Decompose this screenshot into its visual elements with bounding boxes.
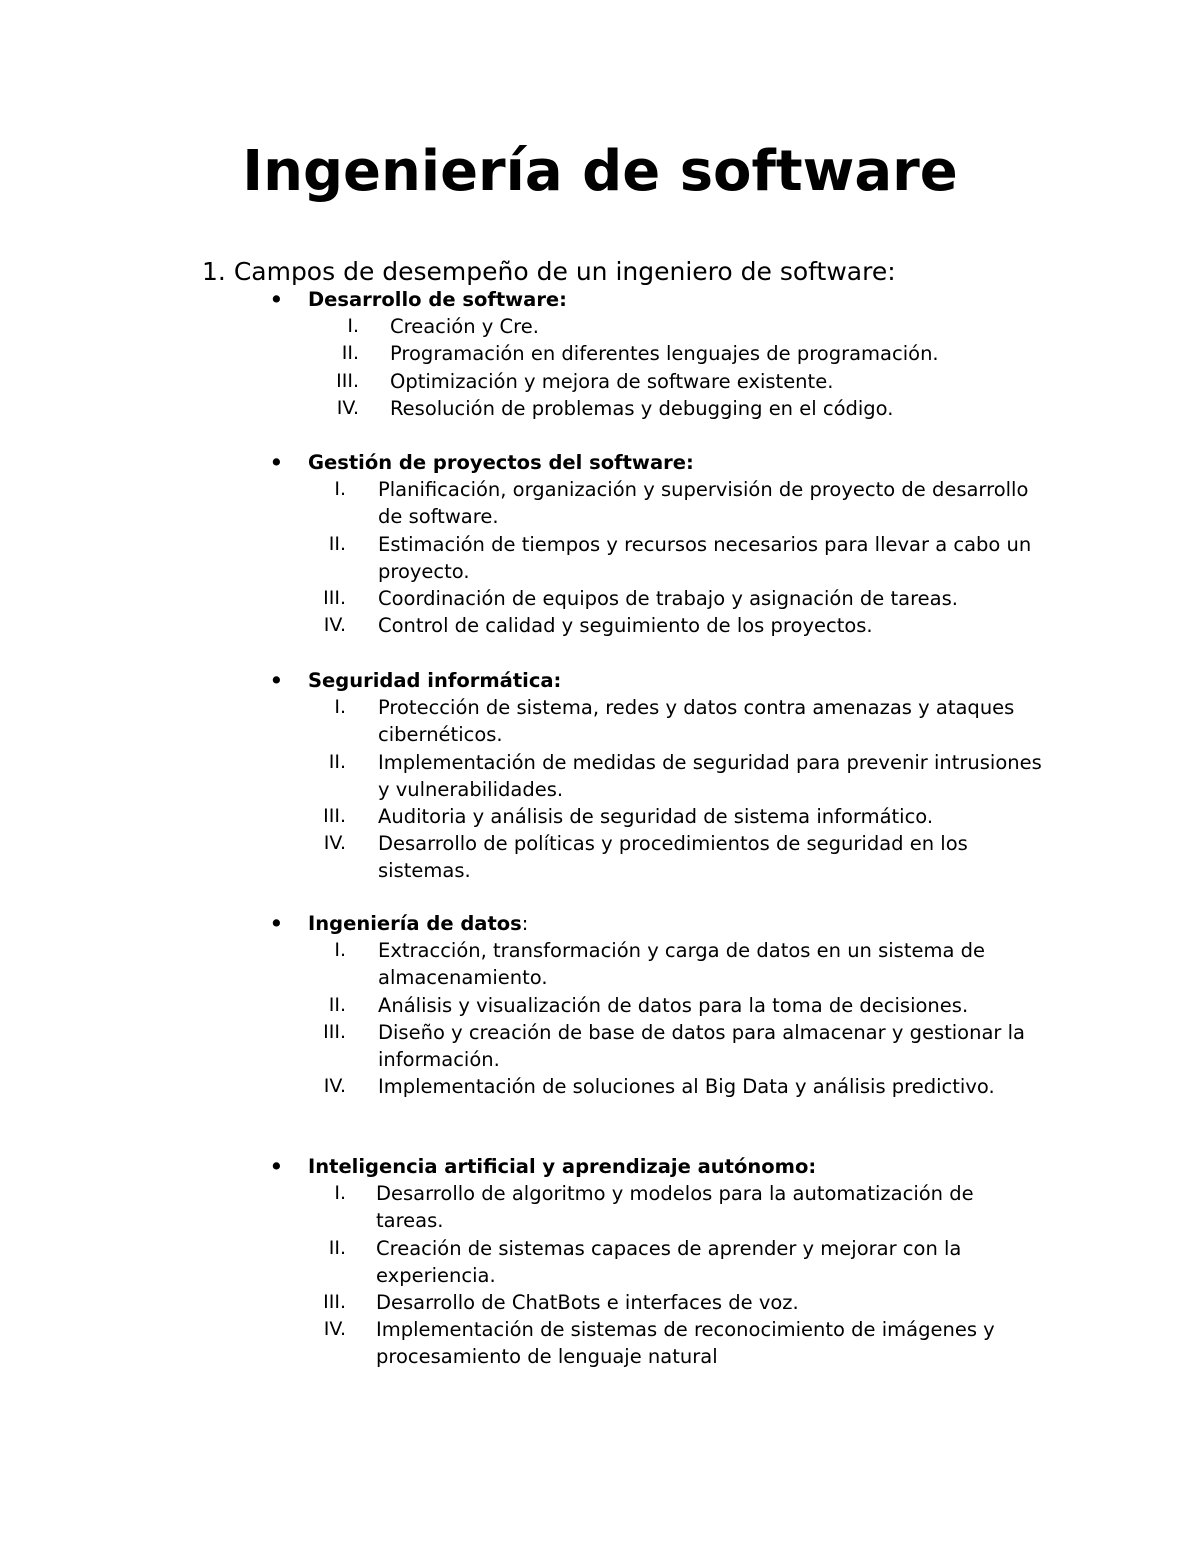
item-number: I. <box>334 1182 346 1205</box>
item-number: III. <box>323 1291 346 1313</box>
item-number: II. <box>328 1236 346 1259</box>
item-text: Desarrollo de políticas y procedimientos de seguridad en los sistemas. <box>378 832 968 883</box>
item-number: IV. <box>323 1318 346 1341</box>
section-title-text: Seguridad informática: <box>308 669 562 692</box>
item-number: II. <box>341 342 359 365</box>
section-title-text: Ingeniería de datos <box>308 912 522 935</box>
item-text: Extracción, transformación y carga de datos en un sistema de almacenamiento. <box>378 939 986 990</box>
item-text: Auditoria y análisis de seguridad de sistema informático. <box>378 805 934 828</box>
item-number: III. <box>323 587 346 609</box>
item-text: Coordinación de equipos de trabajo y asignación de tareas. <box>378 587 958 610</box>
item-number: I. <box>334 696 346 719</box>
section-heading <box>202 254 896 290</box>
item-number: IV. <box>323 614 346 637</box>
item-text: Optimización y mejora de software existente. <box>390 369 834 393</box>
item-number: III. <box>336 369 359 392</box>
section-title-suffix: : <box>521 912 529 935</box>
item-text: Implementación de sistemas de reconocimiento de imágenes y procesamiento de lenguaje natural <box>376 1318 995 1369</box>
item-text: Planificación, organización y supervisión de proyecto de desarrollo de software. <box>378 478 1029 529</box>
item-text: Creación de sistemas capaces de aprender y mejorar con la experiencia. <box>376 1236 962 1287</box>
item-number: III. <box>323 805 346 827</box>
item-text: Implementación de medidas de seguridad para prevenir intrusiones y vulnerabilidades. <box>378 750 1042 801</box>
item-number: I. <box>334 478 346 501</box>
item-number: I. <box>334 939 346 962</box>
item-text: Protección de sistema, redes y datos contra amenazas y ataques cibernéticos. <box>378 696 1015 747</box>
bullet-icon: • <box>269 448 284 477</box>
bullet-icon: • <box>269 909 284 938</box>
item-text: Análisis y visualización de datos para la toma de decisiones. <box>378 993 969 1017</box>
item-text: Programación en diferentes lenguajes de programación. <box>390 342 939 366</box>
item-text: Diseño y creación de base de datos para almacenar y gestionar la información. <box>378 1020 1025 1071</box>
section-title-text: Gestión de proyectos del software: <box>308 451 694 474</box>
document-title: Ingeniería de software <box>242 139 958 204</box>
item-text: Desarrollo de ChatBots e interfaces de voz. <box>376 1291 799 1314</box>
item-number: II. <box>328 993 346 1016</box>
item-number: III. <box>323 1020 346 1043</box>
heading-text: Campos de desempeño de un ingeniero de software: <box>233 257 896 286</box>
bullet-icon: • <box>269 666 284 695</box>
section-title-text: Desarrollo de software: <box>308 288 567 311</box>
section-title <box>308 286 567 313</box>
item-number: I. <box>347 315 359 338</box>
item-text: Estimación de tiempos y recursos necesarios para llevar a cabo un proyecto. <box>378 532 1032 583</box>
bullet-icon: • <box>269 1152 284 1181</box>
section-title-text: Inteligencia artificial y aprendizaje autónomo: <box>308 1155 817 1178</box>
section-title <box>308 1153 816 1180</box>
item-text: Creación y Cre. <box>390 315 539 339</box>
section-title <box>308 449 694 476</box>
item-number: IV. <box>336 396 359 419</box>
item-number: IV. <box>323 832 346 855</box>
item-number: II. <box>328 750 346 773</box>
item-text: Desarrollo de algoritmo y modelos para la automatización de tareas. <box>376 1182 974 1233</box>
section-title <box>308 910 528 937</box>
item-number: IV. <box>323 1075 346 1098</box>
item-text: Resolución de problemas y debugging en el código. <box>390 396 894 420</box>
heading-number: 1. <box>202 257 226 286</box>
section-title <box>308 667 561 694</box>
bullet-icon: • <box>269 285 284 314</box>
item-text: Implementación de soluciones al Big Data y análisis predictivo. <box>378 1075 995 1099</box>
item-number: II. <box>328 532 346 555</box>
item-text: Control de calidad y seguimiento de los proyectos. <box>378 614 873 638</box>
